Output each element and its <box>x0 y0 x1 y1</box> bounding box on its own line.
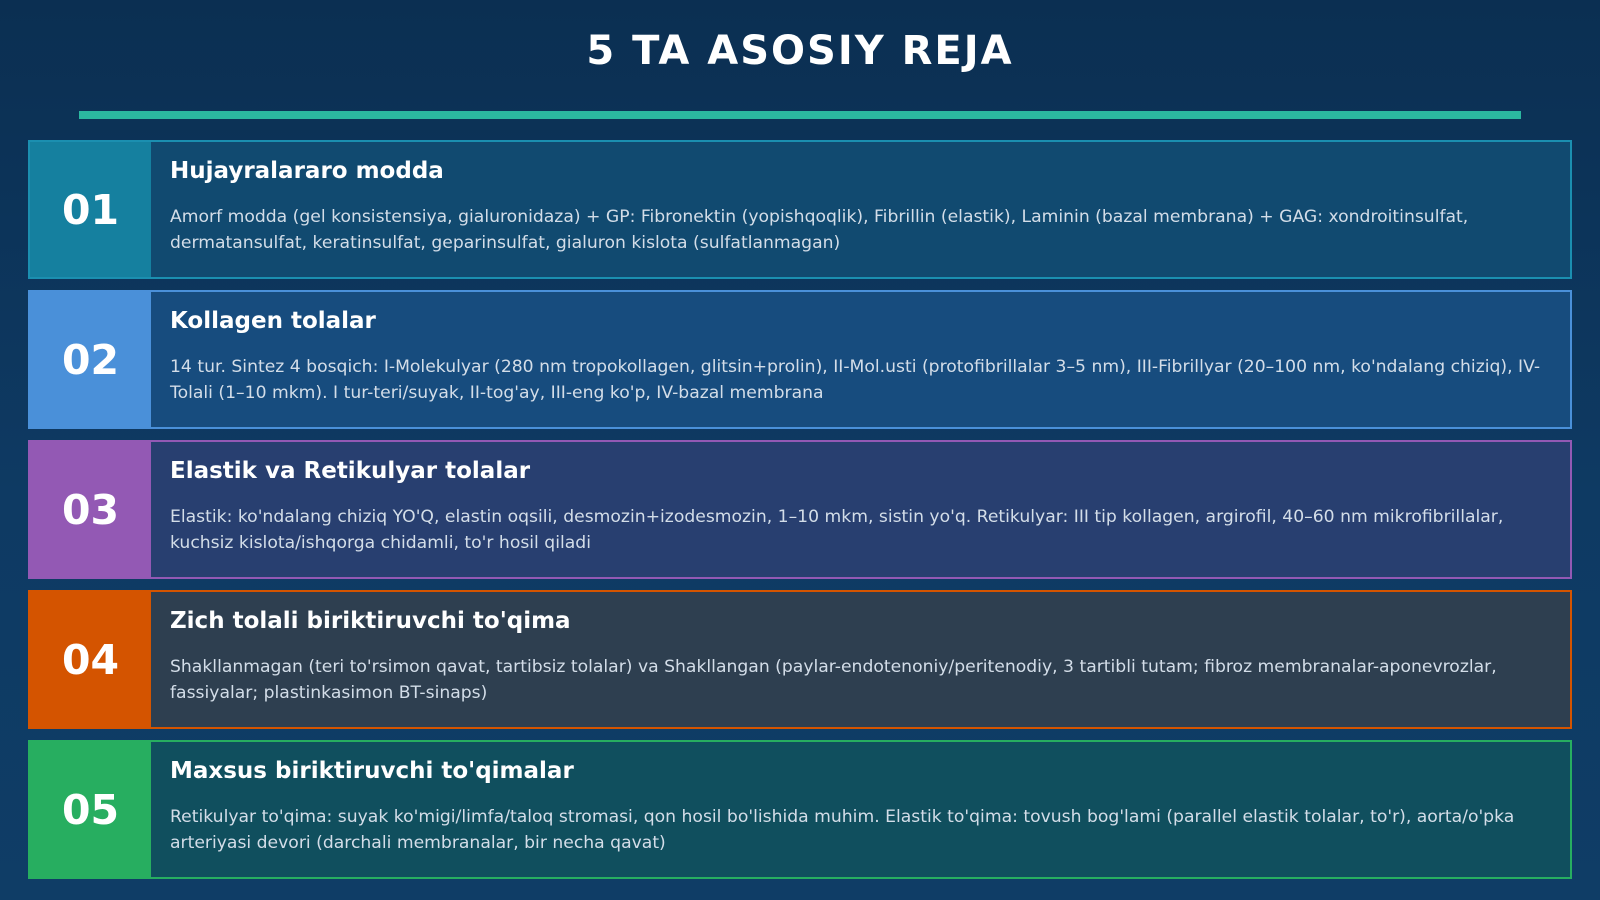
slide-title: 5 TA ASOSIY REJA <box>586 28 1014 74</box>
plan-item-4 <box>28 590 1572 729</box>
plan-item-3 <box>28 440 1572 579</box>
item-description: Amorf modda (gel konsistensiya, gialuronidaza) + GP: Fibronektin (yopishqoqlik), Fibrillin (elastik), Laminin (bazal membrana) + GAG: xondroitinsulfat, dermatansulfat, keratinsulfat, geparinsulfat, gialuron kislota (sulfatlanmagan) <box>170 207 1469 253</box>
item-description: 14 tur. Sintez 4 bosqich: I-Molekulyar (280 nm tropokollagen, glitsin+prolin), II-Mol.usti (protofibrillalar 3–5 nm), III-Fibrillyar (20–100 nm, ko'ndalang chiziq), IV-Tolali (1–10 mkm). I tur-teri/suyak, II-tog'ay, III-eng ko'p, IV-bazal membrana <box>170 357 1541 403</box>
item-number: 02 <box>30 292 151 427</box>
plan-item-2 <box>28 290 1572 429</box>
plan-item-1 <box>28 140 1572 279</box>
item-heading: Hujayralararo modda <box>170 158 444 184</box>
item-content <box>151 142 1570 277</box>
item-heading: Kollagen tolalar <box>170 308 376 334</box>
item-heading: Zich tolali biriktiruvchi to'qima <box>170 608 571 634</box>
title-underline <box>79 111 1521 119</box>
item-content <box>151 442 1570 577</box>
item-heading: Maxsus biriktiruvchi to'qimalar <box>170 758 574 784</box>
item-description: Shakllanmagan (teri to'rsimon qavat, tartibsiz tolalar) va Shakllangan (paylar-endotenoniy/peritenodiy, 3 tartibli tutam; fibroz membranalar-aponevrozlar, fassiyalar; plastinkasimon BT-sinaps) <box>170 657 1497 703</box>
item-content <box>151 292 1570 427</box>
item-number: 05 <box>30 742 151 877</box>
plan-item-5 <box>28 740 1572 879</box>
item-description: Retikulyar to'qima: suyak ko'migi/limfa/taloq stromasi, qon hosil bo'lishida muhim. Elastik to'qima: tovush bog'lami (parallel elastik tolalar, to'r), aorta/o'pka arteriyasi devori (darchali membranalar, bir necha qavat) <box>170 807 1515 853</box>
item-number: 04 <box>30 592 151 727</box>
item-number: 03 <box>30 442 151 577</box>
plan-list <box>28 140 1572 890</box>
item-heading: Elastik va Retikulyar tolalar <box>170 458 531 484</box>
item-content <box>151 742 1570 877</box>
item-description: Elastik: ko'ndalang chiziq YO'Q, elastin oqsili, desmozin+izodesmozin, 1–10 mkm, sistin yo'q. Retikulyar: III tip kollagen, argirofil, 40–60 nm mikrofibrillalar, kuchsiz kislota/ishqorga chidamli, to'r hosil qiladi <box>170 507 1504 553</box>
item-number: 01 <box>30 142 151 277</box>
item-content <box>151 592 1570 727</box>
